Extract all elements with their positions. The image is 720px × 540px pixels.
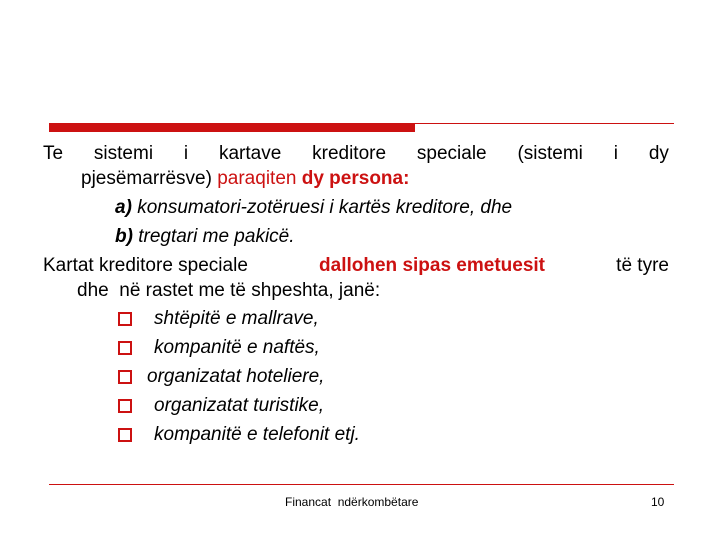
- page-number: 10: [651, 495, 665, 509]
- paragraph2-line1: [43, 254, 669, 278]
- item-b-text: tregtari me pakicë.: [138, 226, 295, 247]
- p2-line1-end: të tyre: [616, 255, 669, 276]
- bullet-item: shtëpitë e mallrave,: [154, 308, 319, 329]
- p2-line1-bold-red: dallohen sipas emetuesit: [319, 255, 546, 276]
- paragraph1-line1: [43, 142, 669, 166]
- p1-word: Te: [43, 143, 64, 164]
- p1-word: i: [183, 143, 189, 164]
- bullet-square-icon: [118, 341, 132, 355]
- bullet-item: kompanitë e naftës,: [154, 337, 320, 358]
- p1-word: i: [613, 143, 618, 164]
- p1-word: sistemi: [93, 143, 154, 164]
- bullet-item: organizatat turistike,: [154, 395, 325, 416]
- item-b: [115, 225, 295, 249]
- item-a-text: konsumatori-zotëruesi i kartës kreditore, dhe: [137, 197, 513, 218]
- p1-line2-red: paraqiten: [217, 168, 297, 189]
- bullet-square-icon: [118, 428, 132, 442]
- p1-line2-plain: pjesëmarrësve): [81, 168, 212, 189]
- bottom-rule: [49, 484, 674, 485]
- bullet-item: organizatat hoteliere,: [147, 366, 325, 387]
- item-a: [115, 196, 512, 220]
- bullet-item: kompanitë e telefonit etj.: [154, 424, 360, 445]
- bullet-square-icon: [118, 370, 132, 384]
- p1-line2-red-bold: dy persona:: [301, 168, 410, 189]
- bullet-square-icon: [118, 312, 132, 326]
- p1-word: dy: [648, 143, 669, 164]
- footer-title: Financat ndërkombëtare: [285, 495, 419, 509]
- p1-word: speciale: [416, 143, 487, 164]
- p1-word: kreditore: [312, 143, 387, 164]
- p1-word: kartave: [218, 143, 282, 164]
- top-red-bar: [49, 124, 415, 132]
- paragraph1-line2: [81, 167, 409, 191]
- item-b-label: b): [115, 226, 133, 247]
- item-a-label: a): [115, 197, 132, 218]
- bullet-square-icon: [118, 399, 132, 413]
- p1-word: (sistemi: [517, 143, 583, 164]
- paragraph2-line2: dhe në rastet me të shpeshta, janë:: [77, 280, 381, 301]
- p2-line1-start: Kartat kreditore speciale: [43, 255, 248, 276]
